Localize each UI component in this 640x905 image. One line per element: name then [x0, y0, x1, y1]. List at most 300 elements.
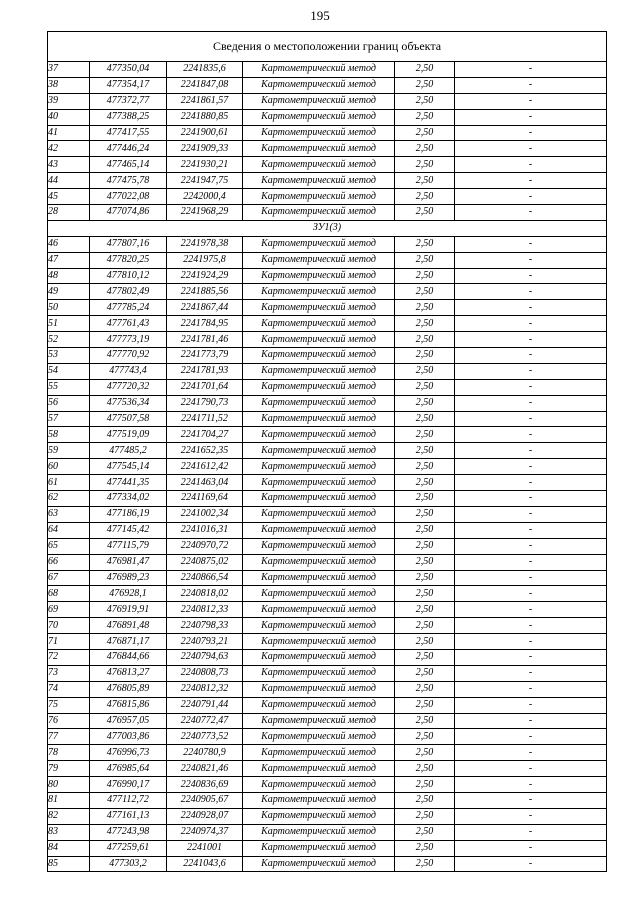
precision-cell: 2,50	[395, 570, 455, 586]
coord-y-cell: 2241975,8	[167, 252, 243, 268]
coord-x-cell: 477186,19	[90, 506, 167, 522]
coord-x-cell: 477243,98	[90, 824, 167, 840]
coord-x-cell: 477743,4	[90, 363, 167, 379]
table-row	[48, 745, 607, 761]
method-cell: Картометрический метод	[243, 602, 395, 618]
coord-y-cell: 2241835,6	[167, 62, 243, 78]
coord-x-cell: 477303,2	[90, 856, 167, 872]
description-cell: -	[455, 824, 607, 840]
coord-x-cell: 477372,77	[90, 93, 167, 109]
precision-cell: 2,50	[395, 109, 455, 125]
point-number-cell: 67	[48, 570, 90, 586]
method-cell: Картометрический метод	[243, 77, 395, 93]
point-number-cell: 68	[48, 586, 90, 602]
description-cell: -	[455, 379, 607, 395]
point-number-cell: 74	[48, 681, 90, 697]
table-row	[48, 570, 607, 586]
coord-x-cell: 476928,1	[90, 586, 167, 602]
method-cell: Картометрический метод	[243, 316, 395, 332]
coord-x-cell: 476996,73	[90, 745, 167, 761]
description-cell: -	[455, 189, 607, 205]
point-number-cell: 47	[48, 252, 90, 268]
coord-x-cell: 476990,17	[90, 777, 167, 793]
coord-x-cell: 476813,27	[90, 665, 167, 681]
coord-y-cell: 2241711,52	[167, 411, 243, 427]
precision-cell: 2,50	[395, 538, 455, 554]
table-row	[48, 713, 607, 729]
coord-y-cell: 2241847,08	[167, 77, 243, 93]
coord-x-cell: 476919,91	[90, 602, 167, 618]
method-cell: Картометрический метод	[243, 840, 395, 856]
description-cell: -	[455, 491, 607, 507]
description-cell: -	[455, 363, 607, 379]
coord-x-cell: 477475,78	[90, 173, 167, 189]
description-cell: -	[455, 602, 607, 618]
point-number-cell: 46	[48, 236, 90, 252]
point-number-cell: 64	[48, 522, 90, 538]
description-cell: -	[455, 681, 607, 697]
table-row	[48, 792, 607, 808]
description-cell: -	[455, 141, 607, 157]
precision-cell: 2,50	[395, 157, 455, 173]
method-cell: Картометрический метод	[243, 284, 395, 300]
coord-y-cell: 2241885,56	[167, 284, 243, 300]
coord-x-cell: 476981,47	[90, 554, 167, 570]
coord-x-cell: 477507,58	[90, 411, 167, 427]
description-cell: -	[455, 109, 607, 125]
coord-y-cell: 2241043,6	[167, 856, 243, 872]
point-number-cell: 44	[48, 173, 90, 189]
coord-x-cell: 477145,42	[90, 522, 167, 538]
coord-x-cell: 477417,55	[90, 125, 167, 141]
coord-y-cell: 2240821,46	[167, 761, 243, 777]
precision-cell: 2,50	[395, 729, 455, 745]
method-cell: Картометрический метод	[243, 538, 395, 554]
point-number-cell: 52	[48, 332, 90, 348]
precision-cell: 2,50	[395, 141, 455, 157]
coord-y-cell: 2241781,93	[167, 363, 243, 379]
table-row	[48, 618, 607, 634]
method-cell: Картометрический метод	[243, 348, 395, 364]
description-cell: -	[455, 125, 607, 141]
coord-y-cell: 2241900,61	[167, 125, 243, 141]
coord-x-cell: 477074,86	[90, 205, 167, 221]
coord-y-cell: 2240798,33	[167, 618, 243, 634]
method-cell: Картометрический метод	[243, 824, 395, 840]
description-cell: -	[455, 729, 607, 745]
method-cell: Картометрический метод	[243, 268, 395, 284]
table-row	[48, 856, 607, 872]
table-title-row	[48, 32, 607, 62]
point-number-cell: 84	[48, 840, 90, 856]
table-row	[48, 77, 607, 93]
coord-x-cell: 477161,13	[90, 808, 167, 824]
coord-y-cell: 2240808,73	[167, 665, 243, 681]
coord-x-cell: 477003,86	[90, 729, 167, 745]
coord-x-cell: 476891,48	[90, 618, 167, 634]
boundary-table	[47, 31, 607, 872]
table-row	[48, 236, 607, 252]
method-cell: Картометрический метод	[243, 570, 395, 586]
table-row	[48, 93, 607, 109]
table-row	[48, 602, 607, 618]
method-cell: Картометрический метод	[243, 157, 395, 173]
description-cell: -	[455, 93, 607, 109]
point-number-cell: 56	[48, 395, 90, 411]
precision-cell: 2,50	[395, 475, 455, 491]
precision-cell: 2,50	[395, 411, 455, 427]
precision-cell: 2,50	[395, 236, 455, 252]
precision-cell: 2,50	[395, 840, 455, 856]
table-row	[48, 268, 607, 284]
precision-cell: 2,50	[395, 173, 455, 189]
coord-x-cell: 476805,89	[90, 681, 167, 697]
table-row	[48, 427, 607, 443]
description-cell: -	[455, 618, 607, 634]
table-row	[48, 649, 607, 665]
method-cell: Картометрический метод	[243, 189, 395, 205]
coord-x-cell: 476957,05	[90, 713, 167, 729]
table-row	[48, 538, 607, 554]
precision-cell: 2,50	[395, 602, 455, 618]
method-cell: Картометрический метод	[243, 586, 395, 602]
description-cell: -	[455, 236, 607, 252]
table-row	[48, 665, 607, 681]
description-cell: -	[455, 538, 607, 554]
point-number-cell: 55	[48, 379, 90, 395]
point-number-cell: 66	[48, 554, 90, 570]
method-cell: Картометрический метод	[243, 62, 395, 78]
coord-x-cell: 477022,08	[90, 189, 167, 205]
point-number-cell: 71	[48, 634, 90, 650]
coord-x-cell: 477334,02	[90, 491, 167, 507]
table-row	[48, 729, 607, 745]
precision-cell: 2,50	[395, 618, 455, 634]
description-cell: -	[455, 649, 607, 665]
coord-x-cell: 476844,66	[90, 649, 167, 665]
precision-cell: 2,50	[395, 506, 455, 522]
precision-cell: 2,50	[395, 681, 455, 697]
table-row	[48, 475, 607, 491]
method-cell: Картометрический метод	[243, 236, 395, 252]
method-cell: Картометрический метод	[243, 681, 395, 697]
point-number-cell: 53	[48, 348, 90, 364]
coord-y-cell: 2241701,64	[167, 379, 243, 395]
method-cell: Картометрический метод	[243, 697, 395, 713]
method-cell: Картометрический метод	[243, 411, 395, 427]
coord-y-cell: 2240773,52	[167, 729, 243, 745]
table-row	[48, 491, 607, 507]
precision-cell: 2,50	[395, 713, 455, 729]
method-cell: Картометрический метод	[243, 427, 395, 443]
precision-cell: 2,50	[395, 792, 455, 808]
method-cell: Картометрический метод	[243, 649, 395, 665]
precision-cell: 2,50	[395, 77, 455, 93]
coord-y-cell: 2240812,32	[167, 681, 243, 697]
method-cell: Картометрический метод	[243, 729, 395, 745]
coord-x-cell: 477485,2	[90, 443, 167, 459]
precision-cell: 2,50	[395, 268, 455, 284]
method-cell: Картометрический метод	[243, 761, 395, 777]
coord-x-cell: 477354,17	[90, 77, 167, 93]
coord-x-cell: 477720,32	[90, 379, 167, 395]
coord-y-cell: 2240772,47	[167, 713, 243, 729]
precision-cell: 2,50	[395, 586, 455, 602]
precision-cell: 2,50	[395, 824, 455, 840]
table-row	[48, 62, 607, 78]
method-cell: Картометрический метод	[243, 443, 395, 459]
method-cell: Картометрический метод	[243, 713, 395, 729]
description-cell: -	[455, 522, 607, 538]
table-row	[48, 586, 607, 602]
point-number-cell: 77	[48, 729, 90, 745]
description-cell: -	[455, 157, 607, 173]
description-cell: -	[455, 665, 607, 681]
point-number-cell: 42	[48, 141, 90, 157]
precision-cell: 2,50	[395, 395, 455, 411]
precision-cell: 2,50	[395, 554, 455, 570]
coord-x-cell: 477441,35	[90, 475, 167, 491]
coord-y-cell: 2241463,04	[167, 475, 243, 491]
table-row	[48, 189, 607, 205]
table-row	[48, 506, 607, 522]
point-number-cell: 51	[48, 316, 90, 332]
description-cell: -	[455, 268, 607, 284]
coord-y-cell: 2241947,75	[167, 173, 243, 189]
method-cell: Картометрический метод	[243, 856, 395, 872]
point-number-cell: 57	[48, 411, 90, 427]
coord-y-cell: 2240875,02	[167, 554, 243, 570]
coord-x-cell: 477785,24	[90, 300, 167, 316]
method-cell: Картометрический метод	[243, 777, 395, 793]
point-number-cell: 75	[48, 697, 90, 713]
table-row	[48, 348, 607, 364]
method-cell: Картометрический метод	[243, 173, 395, 189]
coord-y-cell: 2240905,67	[167, 792, 243, 808]
precision-cell: 2,50	[395, 205, 455, 221]
precision-cell: 2,50	[395, 284, 455, 300]
description-cell: -	[455, 745, 607, 761]
coord-x-cell: 477545,14	[90, 459, 167, 475]
section-row	[48, 220, 607, 236]
method-cell: Картометрический метод	[243, 506, 395, 522]
precision-cell: 2,50	[395, 348, 455, 364]
point-number-cell: 69	[48, 602, 90, 618]
method-cell: Картометрический метод	[243, 459, 395, 475]
precision-cell: 2,50	[395, 300, 455, 316]
description-cell: -	[455, 316, 607, 332]
coord-y-cell: 2241612,42	[167, 459, 243, 475]
table-title: Сведения о местоположении границ объекта	[48, 32, 607, 62]
coord-x-cell: 477259,61	[90, 840, 167, 856]
point-number-cell: 45	[48, 189, 90, 205]
coord-y-cell: 2241169,64	[167, 491, 243, 507]
table-row	[48, 109, 607, 125]
coord-y-cell: 2241968,29	[167, 205, 243, 221]
section-label: ЗУ1(3)	[48, 220, 607, 236]
description-cell: -	[455, 284, 607, 300]
coord-y-cell: 2241001	[167, 840, 243, 856]
precision-cell: 2,50	[395, 665, 455, 681]
description-cell: -	[455, 554, 607, 570]
table-row	[48, 332, 607, 348]
coord-x-cell: 477802,49	[90, 284, 167, 300]
precision-cell: 2,50	[395, 808, 455, 824]
point-number-cell: 41	[48, 125, 90, 141]
table-row	[48, 379, 607, 395]
precision-cell: 2,50	[395, 189, 455, 205]
method-cell: Картометрический метод	[243, 618, 395, 634]
table-row	[48, 840, 607, 856]
point-number-cell: 72	[48, 649, 90, 665]
point-number-cell: 80	[48, 777, 90, 793]
table-row	[48, 697, 607, 713]
coord-y-cell: 2240970,72	[167, 538, 243, 554]
description-cell: -	[455, 459, 607, 475]
coord-y-cell: 2240836,69	[167, 777, 243, 793]
coord-y-cell: 2241930,21	[167, 157, 243, 173]
precision-cell: 2,50	[395, 443, 455, 459]
precision-cell: 2,50	[395, 697, 455, 713]
description-cell: -	[455, 792, 607, 808]
method-cell: Картометрический метод	[243, 554, 395, 570]
description-cell: -	[455, 808, 607, 824]
precision-cell: 2,50	[395, 379, 455, 395]
coord-y-cell: 2241784,95	[167, 316, 243, 332]
description-cell: -	[455, 348, 607, 364]
precision-cell: 2,50	[395, 459, 455, 475]
table-row	[48, 300, 607, 316]
coord-y-cell: 2241773,79	[167, 348, 243, 364]
description-cell: -	[455, 856, 607, 872]
description-cell: -	[455, 62, 607, 78]
coord-x-cell: 476985,64	[90, 761, 167, 777]
table-row	[48, 443, 607, 459]
method-cell: Картометрический метод	[243, 93, 395, 109]
method-cell: Картометрический метод	[243, 395, 395, 411]
table-row	[48, 363, 607, 379]
coord-y-cell: 2240793,21	[167, 634, 243, 650]
description-cell: -	[455, 77, 607, 93]
table-row	[48, 522, 607, 538]
coord-x-cell: 477770,92	[90, 348, 167, 364]
precision-cell: 2,50	[395, 93, 455, 109]
table-row	[48, 125, 607, 141]
table-row	[48, 634, 607, 650]
coord-x-cell: 477388,25	[90, 109, 167, 125]
table-row	[48, 395, 607, 411]
point-number-cell: 63	[48, 506, 90, 522]
method-cell: Картометрический метод	[243, 252, 395, 268]
table-row	[48, 554, 607, 570]
precision-cell: 2,50	[395, 332, 455, 348]
point-number-cell: 73	[48, 665, 90, 681]
coord-x-cell: 477112,72	[90, 792, 167, 808]
precision-cell: 2,50	[395, 62, 455, 78]
coord-x-cell: 477810,12	[90, 268, 167, 284]
method-cell: Картометрический метод	[243, 665, 395, 681]
coord-y-cell: 2241704,27	[167, 427, 243, 443]
coord-y-cell: 2240974,37	[167, 824, 243, 840]
table-row	[48, 777, 607, 793]
precision-cell: 2,50	[395, 856, 455, 872]
table-row	[48, 824, 607, 840]
table-row	[48, 459, 607, 475]
description-cell: -	[455, 586, 607, 602]
point-number-cell: 49	[48, 284, 90, 300]
point-number-cell: 79	[48, 761, 90, 777]
description-cell: -	[455, 475, 607, 491]
coord-x-cell: 476989,23	[90, 570, 167, 586]
coord-x-cell: 477446,24	[90, 141, 167, 157]
description-cell: -	[455, 697, 607, 713]
coord-y-cell: 2241924,29	[167, 268, 243, 284]
table-row	[48, 411, 607, 427]
description-cell: -	[455, 205, 607, 221]
precision-cell: 2,50	[395, 649, 455, 665]
method-cell: Картометрический метод	[243, 125, 395, 141]
method-cell: Картометрический метод	[243, 808, 395, 824]
precision-cell: 2,50	[395, 252, 455, 268]
method-cell: Картометрический метод	[243, 109, 395, 125]
method-cell: Картометрический метод	[243, 792, 395, 808]
point-number-cell: 40	[48, 109, 90, 125]
coord-x-cell: 477350,04	[90, 62, 167, 78]
precision-cell: 2,50	[395, 491, 455, 507]
method-cell: Картометрический метод	[243, 205, 395, 221]
table-row	[48, 284, 607, 300]
description-cell: -	[455, 173, 607, 189]
point-number-cell: 38	[48, 77, 90, 93]
description-cell: -	[455, 634, 607, 650]
description-cell: -	[455, 570, 607, 586]
coord-x-cell: 477807,16	[90, 236, 167, 252]
method-cell: Картометрический метод	[243, 363, 395, 379]
description-cell: -	[455, 427, 607, 443]
coord-y-cell: 2240794,63	[167, 649, 243, 665]
point-number-cell: 82	[48, 808, 90, 824]
description-cell: -	[455, 761, 607, 777]
precision-cell: 2,50	[395, 761, 455, 777]
table-row	[48, 681, 607, 697]
description-cell: -	[455, 395, 607, 411]
coord-x-cell: 477820,25	[90, 252, 167, 268]
coord-y-cell: 2241861,57	[167, 93, 243, 109]
point-number-cell: 60	[48, 459, 90, 475]
coord-x-cell: 476815,86	[90, 697, 167, 713]
point-number-cell: 59	[48, 443, 90, 459]
point-number-cell: 37	[48, 62, 90, 78]
table-row	[48, 205, 607, 221]
table-row	[48, 157, 607, 173]
precision-cell: 2,50	[395, 522, 455, 538]
precision-cell: 2,50	[395, 634, 455, 650]
coord-y-cell: 2241867,44	[167, 300, 243, 316]
coord-y-cell: 2240866,54	[167, 570, 243, 586]
method-cell: Картометрический метод	[243, 522, 395, 538]
precision-cell: 2,50	[395, 777, 455, 793]
method-cell: Картометрический метод	[243, 379, 395, 395]
description-cell: -	[455, 443, 607, 459]
precision-cell: 2,50	[395, 363, 455, 379]
coord-x-cell: 477773,19	[90, 332, 167, 348]
method-cell: Картометрический метод	[243, 332, 395, 348]
point-number-cell: 65	[48, 538, 90, 554]
point-number-cell: 58	[48, 427, 90, 443]
page-number: 195	[310, 8, 330, 23]
point-number-cell: 54	[48, 363, 90, 379]
point-number-cell: 43	[48, 157, 90, 173]
